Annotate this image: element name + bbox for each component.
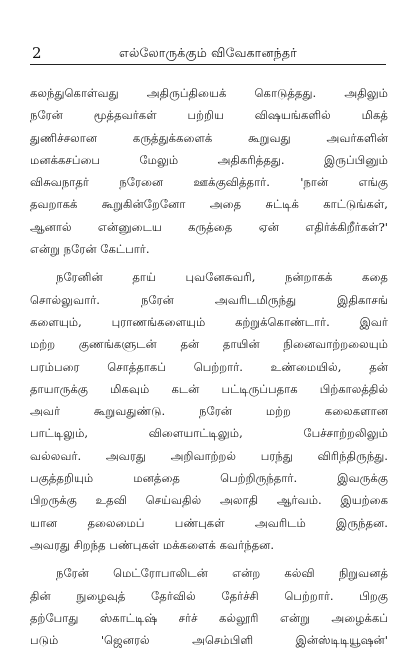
text-line: தவறாகக் கூறுகின்றேனோ அதை சுட்டிக் காட்டுங்கள், [30,197,388,212]
page-header [30,44,386,66]
text-line: என்று நரேன் கேட்பார். [30,242,150,257]
text-line: தற்போது ஸ்காட்டிஷ் சர்ச் கல்லூரி என்று அழைக்கப் [30,610,388,625]
text-line: தின் நுழைவுத் தேர்வில் தேர்ச்சி பெற்றார். பிறகு [30,588,388,603]
text-line: யான தலைமைப் பண்புகள் அவரிடம் இருந்தன. [30,515,388,530]
body-text [30,82,388,651]
text-line: படும் 'ஜெனரல் அசெம்பிளி இன்ஸ்டிடியூஷன்' [30,633,388,648]
header-rule [30,64,386,65]
text-line: ஆனால் என்னுடைய கருத்தை ஏன் எதிர்க்கிறீர்கள்?' [30,219,388,234]
text-line: நரேனின் தாய் புவனேசுவரி, நன்றாகக் கதை [56,270,388,285]
text-line: அவரது சிறந்த பண்புகள் மக்களைக் கவர்ந்தன. [30,537,275,552]
text-line: மற்ற குணங்களுடன் தன் தாயின் நினைவாற்றலையும் [30,337,388,352]
text-line: நரேன் மூத்தவர்கள் பற்றிய விஷயங்களில் மிகத் [30,108,388,123]
running-title: எல்லோருக்கும் விவேகானந்தர் [119,45,297,60]
text-line: வல்லவர். அவரது அறிவாற்றல் பரந்து விரிந்திருந்து. [30,448,388,463]
text-line: மனக்கசப்பை மேலும் அதிகரித்தது. இருப்பினும் [30,152,388,167]
text-line: பகுத்தறியும் மனத்தை பெற்றிருந்தார். இவருக்கு [30,471,388,486]
page-number: 2 [32,44,42,62]
text-line: சொல்லுவார். நரேன் அவரிடமிருந்து இதிகாசங் [30,292,388,307]
text-line: அவர் கூறுவதுண்டு. நரேன் மற்ற கலைகளான [30,404,388,419]
text-line: கலந்துகொள்வது அதிருப்தியைக் கொடுத்தது. அதிலும் [30,86,388,100]
text-line: துணிச்சலான கருத்துக்களைக் கூறுவது அவர்களின் [30,130,388,145]
paragraph-3 [30,562,388,651]
text-line: பாட்டிலும், விளையாட்டிலும், பேச்சாற்றலிலும் [30,426,388,441]
paragraph-1 [30,82,388,260]
text-line: தாயாருக்கு மிகவும் கடன் பட்டிருப்பதாக பிற்காலத்தில் [30,381,388,396]
text-line: களையும், புராணங்களையும் கற்றுக்கொண்டார். இவர் [30,314,388,329]
text-line: பரம்பரை சொத்தாகப் பெற்றார். உண்மையில், தன் [30,359,388,374]
text-line: பிறருக்கு உதவி செய்வதில் அலாதி ஆர்வம். இயற்கை [30,493,388,508]
text-line: விசுவநாதர் நரேனை ஊக்குவித்தார். 'நான் எங்கு [30,175,388,190]
paragraph-2 [30,266,388,556]
text-line: நரேன் மெட்ரோபாலிடன் என்ற கல்வி நிறுவனத் [56,566,388,581]
